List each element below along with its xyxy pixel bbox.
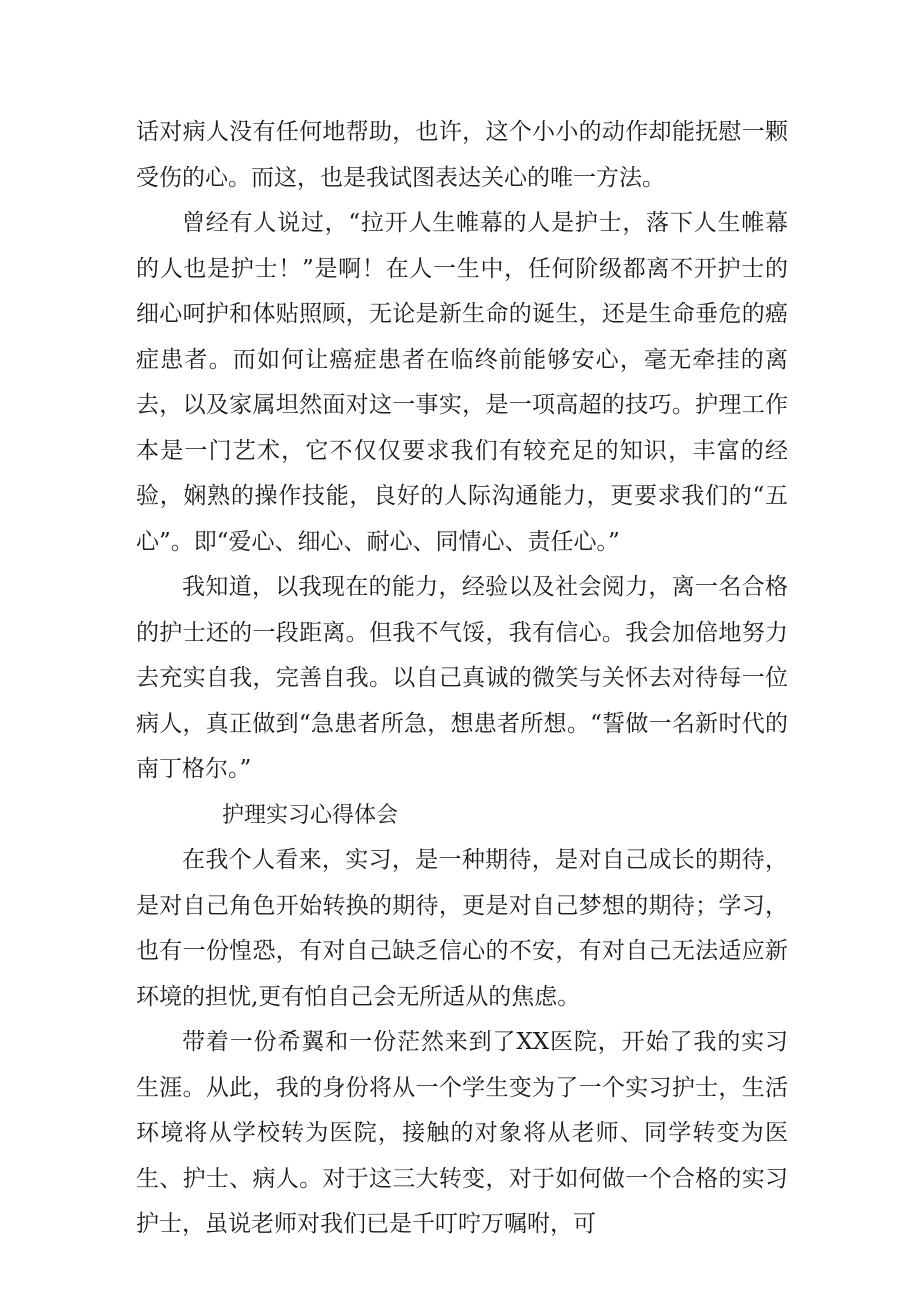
section-heading: 护理实习心得体会 — [222, 802, 399, 828]
paragraph-4: 在我个人看来，实习，是一种期待，是对自己成长的期待，是对自己角色开始转换的期待，更是对自己梦想的期待；学习，也有一份惶恐，有对自己缺乏信心的不安，有对自己无法适应新环境的担忧,更有怕自己会无所适从的焦虑。 — [136, 847, 788, 1010]
paragraph-1: 话对病人没有任何地帮助，也许，这个小小的动作却能抚慰一颗受伤的心。而这，也是我试图表达关心的唯一方法。 — [136, 119, 788, 191]
paragraph-2: 曾经有人说过，“拉开人生帷幕的人是护士，落下人生帷幕的人也是护士！”是啊！在人一生中，任何阶级都离不开护士的细心呵护和体贴照顾，无论是新生命的诞生，还是生命垂危的癌症患者。而如何让癌症患者在临终前能够安心，毫无牵挂的离去，以及家属坦然面对这一事实，是一项高超的技巧。护理工作本是一门艺术，它不仅仅要求我们有较充足的知识，丰富的经验，娴熟的操作技能，良好的人际沟通能力，更要求我们的“五心”。即“爱心、细心、耐心、同情心、责任心。” — [136, 210, 788, 555]
paragraph-3: 我知道，以我现在的能力，经验以及社会阅力，离一名合格的护士还的一段距离。但我不气馁，我有信心。我会加倍地努力去充实自我，完善自我。以自己真诚的微笑与关怀去对待每一位病人，真正做到“急患者所急，想患者所想。“誓做一名新时代的南丁格尔。” — [136, 574, 788, 782]
document-body — [136, 110, 788, 1248]
paragraph-5: 带着一份希翼和一份茫然来到了XX医院，开始了我的实习生涯。从此，我的身份将从一个学生变为了一个实习护士，生活环境将从学校转为医院，接触的对象将从老师、同学转变为医生、护士、病人。对于这三大转变，对于如何做一个合格的实习护士，虽说老师对我们已是千叮咛万嘱咐，可 — [136, 1029, 788, 1237]
